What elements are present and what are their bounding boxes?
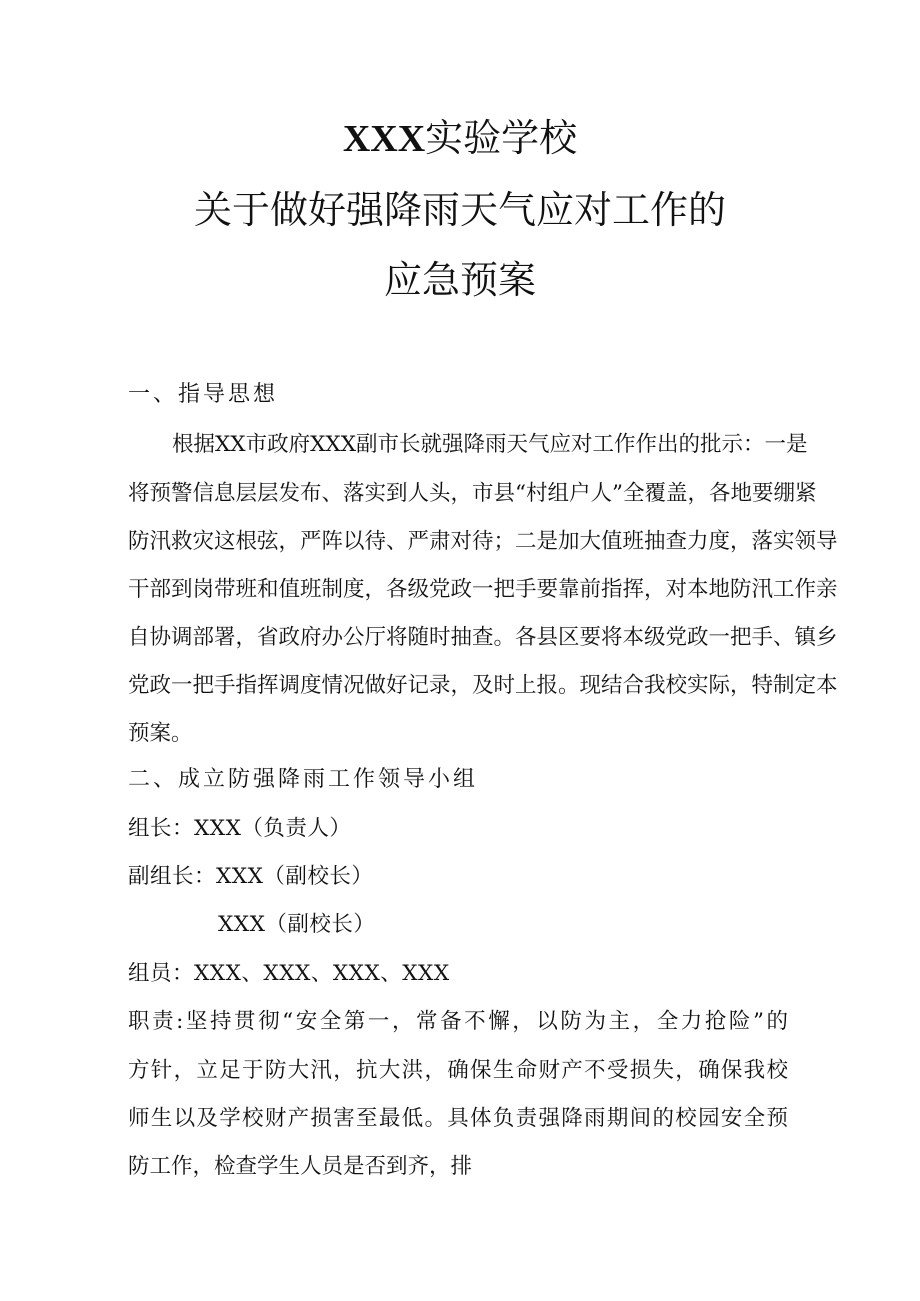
document-title-line-2: 关于做好强降雨天气应对工作的 <box>193 188 726 232</box>
deputy-leader-line: 副组长：XXX（副校长） <box>128 864 374 889</box>
school-name-placeholder: XXX <box>342 118 426 160</box>
paragraph-line: 预案。 <box>128 721 193 746</box>
duty-line: 防工作，检查学生人员是否到齐，排 <box>128 1154 473 1179</box>
paragraph-line: 干部到岗带班和值班制度，各级党政一把手要靠前指挥，对本地防汛工作亲 <box>128 577 838 602</box>
document-title-line-1 <box>0 116 920 161</box>
group-members-line: 组员：XXX、XXX、XXX、XXX <box>128 961 450 986</box>
group-leader-line: 组长：XXX（负责人） <box>128 816 352 841</box>
section-heading-guiding-idea: 一、指导思想 <box>128 382 279 407</box>
duty-line: 方针，立足于防大汛，抗大洪，确保生命财产不受损失，确保我校 <box>128 1058 788 1083</box>
paragraph-line: 根据XX市政府XXX副市长就强降雨天气应对工作作出的批示：一是 <box>172 432 808 457</box>
paragraph-line: 将预警信息层层发布、落实到人头，市县“村组户人”全覆盖，各地要绷紧 <box>128 481 817 506</box>
duty-line: 师生以及学校财产损害至最低。具体负责强降雨期间的校园安全预 <box>128 1106 788 1131</box>
paragraph-line: 党政一把手指挥调度情况做好记录，及时上报。现结合我校实际，特制定本 <box>128 673 838 698</box>
duty-line: 职责:坚持贯彻“安全第一，常备不懈，以防为主，全力抢险”的 <box>128 1009 788 1034</box>
section-heading-leadership-group: 二、成立防强降雨工作领导小组 <box>128 767 479 792</box>
school-name-suffix: 实验学校 <box>425 116 578 160</box>
document-title-line-3: 应急预案 <box>383 258 536 302</box>
paragraph-line: 自协调部署，省政府办公厅将随时抽查。各县区要将本级党政一把手、镇乡 <box>128 625 838 650</box>
paragraph-line: 防汛救灾这根弦，严阵以待、严肃对待；二是加大值班抽查力度，落实领导 <box>128 529 838 554</box>
deputy-leader-line-2: XXX（副校长） <box>218 912 376 937</box>
